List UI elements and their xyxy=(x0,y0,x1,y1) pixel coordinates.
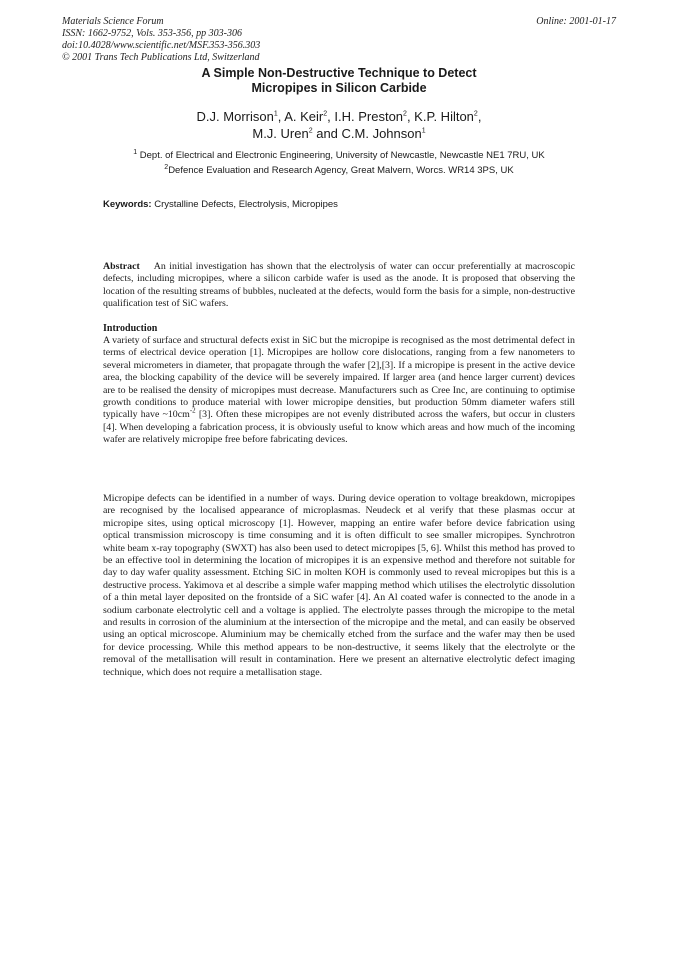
online-date: Online: 2001-01-17 xyxy=(536,16,616,27)
doi-line[interactable]: doi:10.4028/www.scientific.net/MSF.353-356.303 xyxy=(62,40,261,51)
introduction-paragraph-1 xyxy=(103,335,575,447)
affil-marker: 2 xyxy=(308,127,313,135)
affiliation-2 xyxy=(0,165,678,177)
title-line-1: A Simple Non-Destructive Technique to Detect xyxy=(201,66,477,80)
keywords-label: Keywords: xyxy=(103,199,152,210)
author-hilton: , K.P. Hilton xyxy=(406,109,474,124)
journal-name: Materials Science Forum xyxy=(62,16,164,27)
affil-number: 2 xyxy=(164,163,169,171)
abstract-label: Abstract xyxy=(103,261,140,272)
introduction-paragraph-2: Micropipe defects can be identified in a number of ways. During device operation to voltage breakdown, micropipes are recognised by the localised appearance of microplasmas. Neudeck et al verify that these plasmas occur at micropipe sites, using optical microscopy [1]. However, mapping an entire wafer before device fabrication using optical transmission microscopy is time consuming and it is often difficult to see smaller micropipes. Synchrotron white beam x-ray topography (SWXT) has also been used to detect micropipes [5, 6]. Whilst this method has proved to be an effective tool in determining the location of micropipes it is an expensive method and therefore not suitable for day to day wafer quality assessment. Etching SiC in molten KOH is commonly used to reveal micropipes but this is a destructive process. Yakimova et al describe a simple wafer mapping method which utilises the electrolytic dissolution of a thin metal layer deposited on the frontside of a SiC wafer [4]. An Al coated wafer is connected to the anode in a sodium carbonate electrolytic cell and a voltage is applied. The electrolyte passes through the micropipe to the metal and results in corrosion of the aluminium at the intersection of the micropipe and the metal, and can easily be observed using an optical microscope. Aluminium may be chemically etched from the surface and the wafer may then be used for device processing. While this method appears to be non-destructive, it seems likely that the electrolyte or the removal of the metallisation will result in contamination. Here we present an alternative electrolytic defect imaging technique, which does not require a metallisation stage. xyxy=(103,493,575,678)
affil-marker: 2 xyxy=(323,110,328,118)
author-uren: M.J. Uren xyxy=(252,126,309,141)
unit-exponent: -2 xyxy=(189,407,196,416)
affil-number: 1 xyxy=(133,148,138,156)
paragraph-text: [3]. Often these micropipes are not evenly distributed across the wafers, but occur in clusters [4]. When developing a fabrication process, it is obviously useful to know which areas and how much of the incoming wafer are relatively micropipe free before fabricating devices. xyxy=(103,409,575,446)
keywords xyxy=(103,199,338,211)
author-separator: , xyxy=(477,109,482,124)
paragraph-text: A variety of surface and structural defects exist in SiC but the micropipe is recognised as the most detrimental defect in terms of electrical device operation [1]. Micropipes are hollow core dislocations, ranging from a few nanometers to several micrometers in diameter, that propagate through the wafer [2],[3]. If a micropipe is present in the active device area, the blocking capability of the device will be severely impaired. If larger area (and hence larger current) devices are to be realised the density of micropipes must decrease. Manufacturers such as Cree Inc, are continuing to optimise growth conditions to produce material with lower micropipe densities, but production 50mm diameter wafers still typically have ~10cm xyxy=(103,335,575,421)
author-preston: , I.H. Preston xyxy=(327,109,404,124)
affiliation-text: Defence Evaluation and Research Agency, Great Malvern, Worcs. WR14 3PS, UK xyxy=(168,165,514,176)
author-line-2 xyxy=(0,125,678,142)
copyright-line: © 2001 Trans Tech Publications Ltd, Switzerland xyxy=(62,52,260,63)
paper-title xyxy=(0,66,678,96)
affiliation-1 xyxy=(0,150,678,162)
author-morrison: D.J. Morrison xyxy=(196,109,274,124)
affil-marker: 2 xyxy=(473,110,478,118)
affiliation-text: Dept. of Electrical and Electronic Engineering, University of Newcastle, Newcastle NE1 7RU, UK xyxy=(139,150,545,161)
keywords-text: Crystalline Defects, Electrolysis, Micropipes xyxy=(151,199,338,210)
author-johnson: and C.M. Johnson xyxy=(312,126,422,141)
introduction-heading: Introduction xyxy=(103,323,158,334)
author-list xyxy=(0,108,678,142)
affil-marker: 1 xyxy=(273,110,278,118)
citation-header xyxy=(62,16,260,64)
title-line-2: Micropipes in Silicon Carbide xyxy=(251,81,427,95)
issn-line: ISSN: 1662-9752, Vols. 353-356, pp 303-306 xyxy=(62,28,242,39)
abstract-text: An initial investigation has shown that the electrolysis of water can occur preferentially at macroscopic defects, including micropipes, where a silicon carbide wafer is used as the anode. It is proposed that observing the location of the resulting streams of bubbles, nucleated at the defects, would form the basis for a simple, non-destructive qualification test of SiC wafers. xyxy=(103,261,575,310)
affil-marker: 1 xyxy=(421,127,426,135)
affil-marker: 2 xyxy=(403,110,407,118)
author-line-1 xyxy=(0,108,678,125)
author-keir: , A. Keir xyxy=(277,109,324,124)
abstract-section xyxy=(103,261,575,311)
